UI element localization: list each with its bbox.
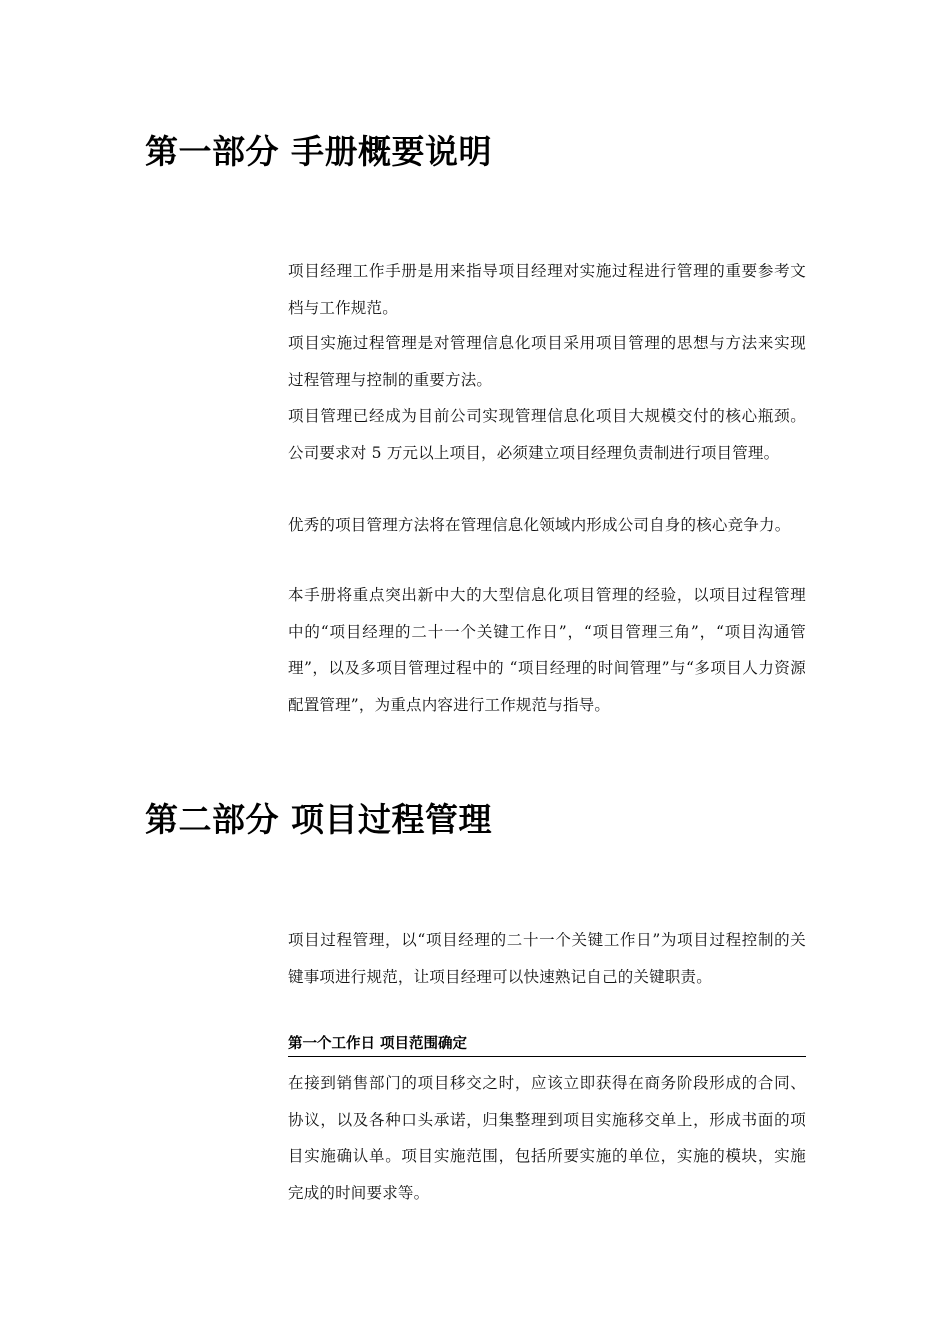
part1-paragraph-5: 本手册将重点突出新中大的大型信息化项目管理的经验，以项目过程管理中的“项目经理的二十一个关键工作日”，“项目管理三角”，“项目沟通管理”，以及多项目管理过程中的 “项目经理的时间管理”与“多项目人力资源配置管理”，为重点内容进行工作规范与指导。	[288, 586, 806, 714]
part2-intro-paragraph: 项目过程管理，以“项目经理的二十一个关键工作日”为项目过程控制的关键事项进行规范，让项目经理可以快速熟记自己的关键职责。	[288, 931, 806, 986]
section-day-1-body: 在接到销售部门的项目移交之时，应该立即获得在商务阶段形成的合同、协议，以及各种口头承诺，归集整理到项目实施移交单上，形成书面的项目实施确认单。项目实施范围，包括所要实施的单位，实施的模块，实施完成的时间要求等。	[288, 1074, 806, 1202]
part1-paragraph-1: 项目经理工作手册是用来指导项目经理对实施过程进行管理的重要参考文档与工作规范。	[288, 262, 806, 317]
part2-title: 第二部分 项目过程管理	[145, 800, 492, 839]
part1-paragraph-2: 项目实施过程管理是对管理信息化项目采用项目管理的思想与方法来实现过程管理与控制的重要方法。	[288, 334, 806, 389]
section-heading-day-1: 第一个工作日 项目范围确定	[288, 1033, 806, 1057]
part1-paragraph-4: 优秀的项目管理方法将在管理信息化领域内形成公司自身的核心竞争力。	[288, 516, 791, 534]
part1-title: 第一部分 手册概要说明	[145, 132, 492, 171]
part1-paragraph-3: 项目管理已经成为目前公司实现管理信息化项目大规模交付的核心瓶颈。公司要求对 5 万元以上项目，必须建立项目经理负责制进行项目管理。	[288, 407, 806, 462]
